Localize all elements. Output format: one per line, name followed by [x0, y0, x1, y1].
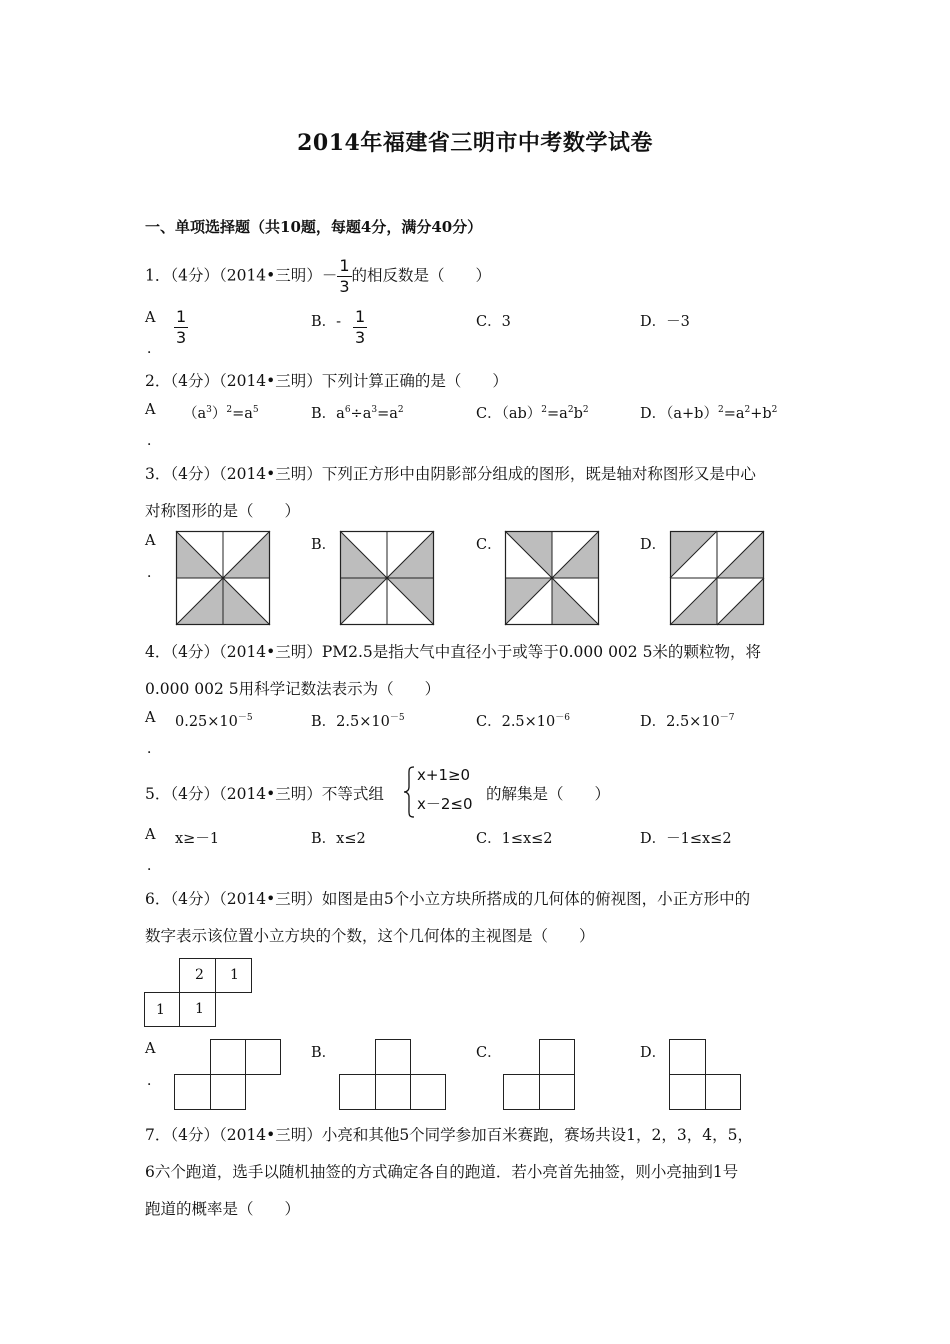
option-a-label: A: [145, 402, 156, 418]
option-b: B．$2.5\times 10^{-5}$: [311, 713, 405, 730]
option-d: D．$(a+b)^2=a^2+b^2$: [640, 405, 778, 422]
question-7-stem-line1: 7．（4分）（2014•三明）小亮和其他5个同学参加百米赛跑，赛场共设1，2，3，4，5，: [145, 1126, 753, 1144]
option-dot: ．: [147, 741, 161, 757]
question-4-stem-line1: 4．（4分）（2014•三明）PM2.5是指大气中直径小于或等于0.000 002 5米的颗粒物，将: [145, 643, 761, 661]
question-7-stem-line3: 跑道的概率是（ ）: [145, 1200, 301, 1218]
question-1-stem: 1．（4分）（2014•三明）－ $\frac{1}{3}$ 的相反数是（ ）: [145, 256, 492, 296]
front-view-b: [339, 1039, 447, 1111]
option-dot: ．: [147, 341, 161, 357]
option-b-label: B．: [311, 1045, 337, 1061]
option-dot: ．: [147, 858, 161, 874]
option-a-label: A: [145, 310, 156, 326]
question-3-stem-line1: 3．（4分）（2014•三明）下列正方形中由阴影部分组成的图形，既是轴对称图形又是中心: [145, 465, 756, 483]
option-c: C．$(ab)^2=a^2b^2$: [476, 405, 589, 422]
section-heading: 一、单项选择题（共10题，每题4分，满分40分）: [145, 218, 483, 236]
inequality-1: x+1≥0: [417, 766, 471, 784]
option-a-label: A: [145, 827, 156, 843]
question-6-stem-line2: 数字表示该位置小立方块的个数，这个几何体的主视图是（ ）: [145, 927, 595, 945]
question-2-stem: 2．（4分）（2014•三明）下列计算正确的是（ ）: [145, 372, 508, 390]
option-d: D．－3: [640, 314, 690, 330]
option-a-expr: $(a^3)^2=a^5$: [183, 405, 259, 422]
page-title: 2014年福建省三明市中考数学试卷: [297, 130, 653, 156]
inequality-2: x－2≤0: [417, 795, 473, 813]
option-a-label: A: [145, 1041, 156, 1057]
square-figure-c: [505, 531, 599, 625]
option-d: D．－1≤x≤2: [640, 831, 732, 847]
option-d: D．$2.5\times 10^{-7}$: [640, 713, 735, 730]
option-a-value: $\frac{1}{3}$: [176, 307, 187, 347]
question-4-stem-line2: 0.000 002 5用科学记数法表示为（ ）: [145, 680, 441, 698]
square-figure-a: [176, 531, 270, 625]
square-figure-d: [670, 531, 764, 625]
question-3-stem-line2: 对称图形的是（ ）: [145, 502, 301, 520]
option-b: B．$a^6\div a^3=a^2$: [311, 405, 404, 422]
option-c: C．1≤x≤2: [476, 831, 553, 847]
question-6-stem-line1: 6．（4分）（2014•三明）如图是由5个小立方块所搭成的几何体的俯视图，小正方形中的: [145, 890, 751, 908]
front-view-d: [669, 1039, 743, 1111]
option-d-label: D．: [640, 1045, 667, 1061]
option-c: C．3: [476, 314, 511, 330]
left-brace: [403, 766, 415, 818]
option-a: x≥－1: [175, 831, 220, 847]
option-dot: ．: [147, 1073, 161, 1089]
option-dot: ．: [147, 565, 161, 581]
grid-cell-count: 1: [195, 1001, 204, 1017]
grid-cell-count: 2: [195, 967, 204, 983]
option-a: $0.25\times 10^{-5}$: [175, 713, 253, 730]
option-c-label: C．: [476, 537, 502, 553]
option-a-label: A: [145, 533, 156, 549]
option-c: C．$2.5\times 10^{-6}$: [476, 713, 570, 730]
fraction: $\frac{1}{3}$: [339, 256, 350, 296]
option-d-label: D．: [640, 537, 667, 553]
question-7-stem-line2: 6六个跑道，选手以随机抽签的方式确定各自的跑道．若小亮首先抽签，则小亮抽到1号: [145, 1163, 739, 1181]
question-5-stem-prefix: 5．（4分）（2014•三明）不等式组: [145, 785, 384, 803]
option-a-label: A: [145, 710, 156, 726]
option-c-label: C．: [476, 1045, 502, 1061]
grid-cell-count: 1: [156, 1002, 165, 1018]
grid-cell-count: 1: [230, 967, 239, 983]
option-b-label: B．: [311, 537, 337, 553]
option-b: B．-: [311, 314, 342, 330]
front-view-a: [174, 1039, 282, 1111]
front-view-c: [503, 1039, 577, 1111]
question-5-stem-suffix: 的解集是（ ）: [486, 785, 611, 803]
option-dot: ．: [147, 433, 161, 449]
square-figure-b: [340, 531, 434, 625]
option-b: B．x≤2: [311, 831, 366, 847]
option-b-value: $\frac{1}{3}$: [355, 307, 366, 347]
